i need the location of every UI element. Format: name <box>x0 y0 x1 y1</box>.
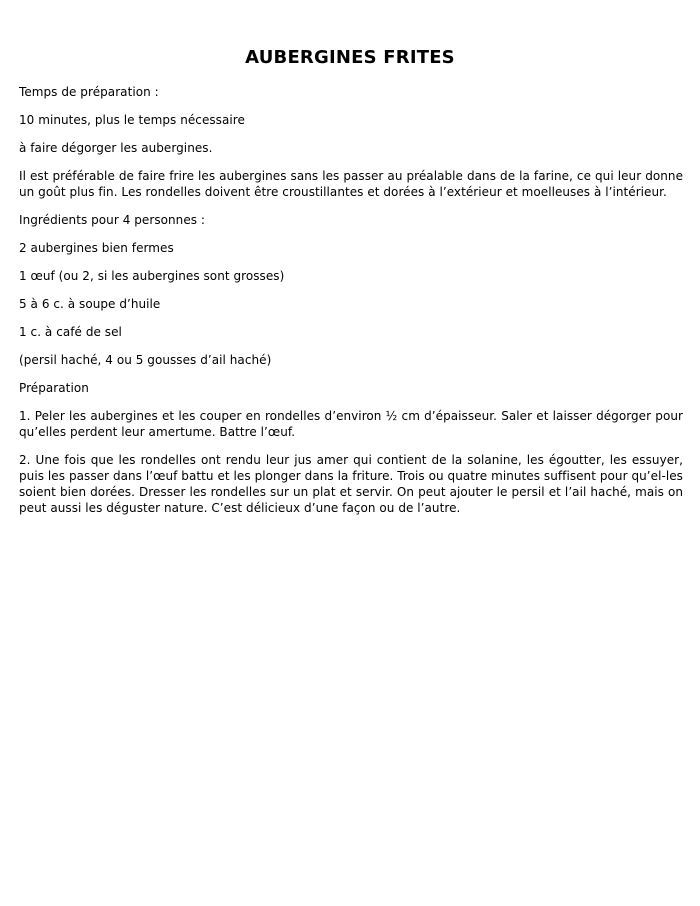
prep-time-line-1: 10 minutes, plus le temps nécessaire <box>19 113 245 127</box>
ingredient-item: 5 à 6 c. à soupe d’huile <box>19 297 161 311</box>
page-title: AUBERGINES FRITES <box>245 47 455 68</box>
ingredient-item: 2 aubergines bien fermes <box>19 241 174 255</box>
prep-time-line-2: à faire dégorger les aubergines. <box>19 141 213 155</box>
ingredient-item: 1 œuf (ou 2, si les aubergines sont grosses) <box>19 269 285 283</box>
preparation-step: 1. Peler les aubergines et les couper en rondelles d’environ ½ cm d’épaisseur. Saler et laisser dégorger pour qu’elles perdent leur amertume. Battre l’œuf. <box>19 409 683 439</box>
ingredient-item: 1 c. à café de sel <box>19 325 122 339</box>
intro-paragraph: Il est préférable de faire frire les aubergines sans les passer au préalable dans de la farine, ce qui leur donne un goût plus fin. Les rondelles doivent être croustillantes et dorées à l’extérieur et moelleuses à l’intérieur. <box>19 169 683 199</box>
ingredients-label: Ingrédients pour 4 personnes : <box>19 213 206 227</box>
ingredient-item: (persil haché, 4 ou 5 gousses d’ail haché) <box>19 353 272 367</box>
preparation-label: Préparation <box>19 381 89 395</box>
preparation-step: 2. Une fois que les rondelles ont rendu leur jus amer qui contient de la solanine, les égoutter, les essuyer, puis les passer dans l’œuf battu et les plonger dans la friture. Trois ou quatre minutes suffisent pour qu’el-les soient bien dorées. Dresser les rondelles sur un plat et servir. On peut ajouter le persil et l’ail haché, mais on peut aussi les déguster nature. C’est délicieux d’une façon ou de l’autre. <box>19 453 683 515</box>
recipe-body <box>19 84 683 528</box>
prep-time-label: Temps de préparation : <box>19 85 159 99</box>
